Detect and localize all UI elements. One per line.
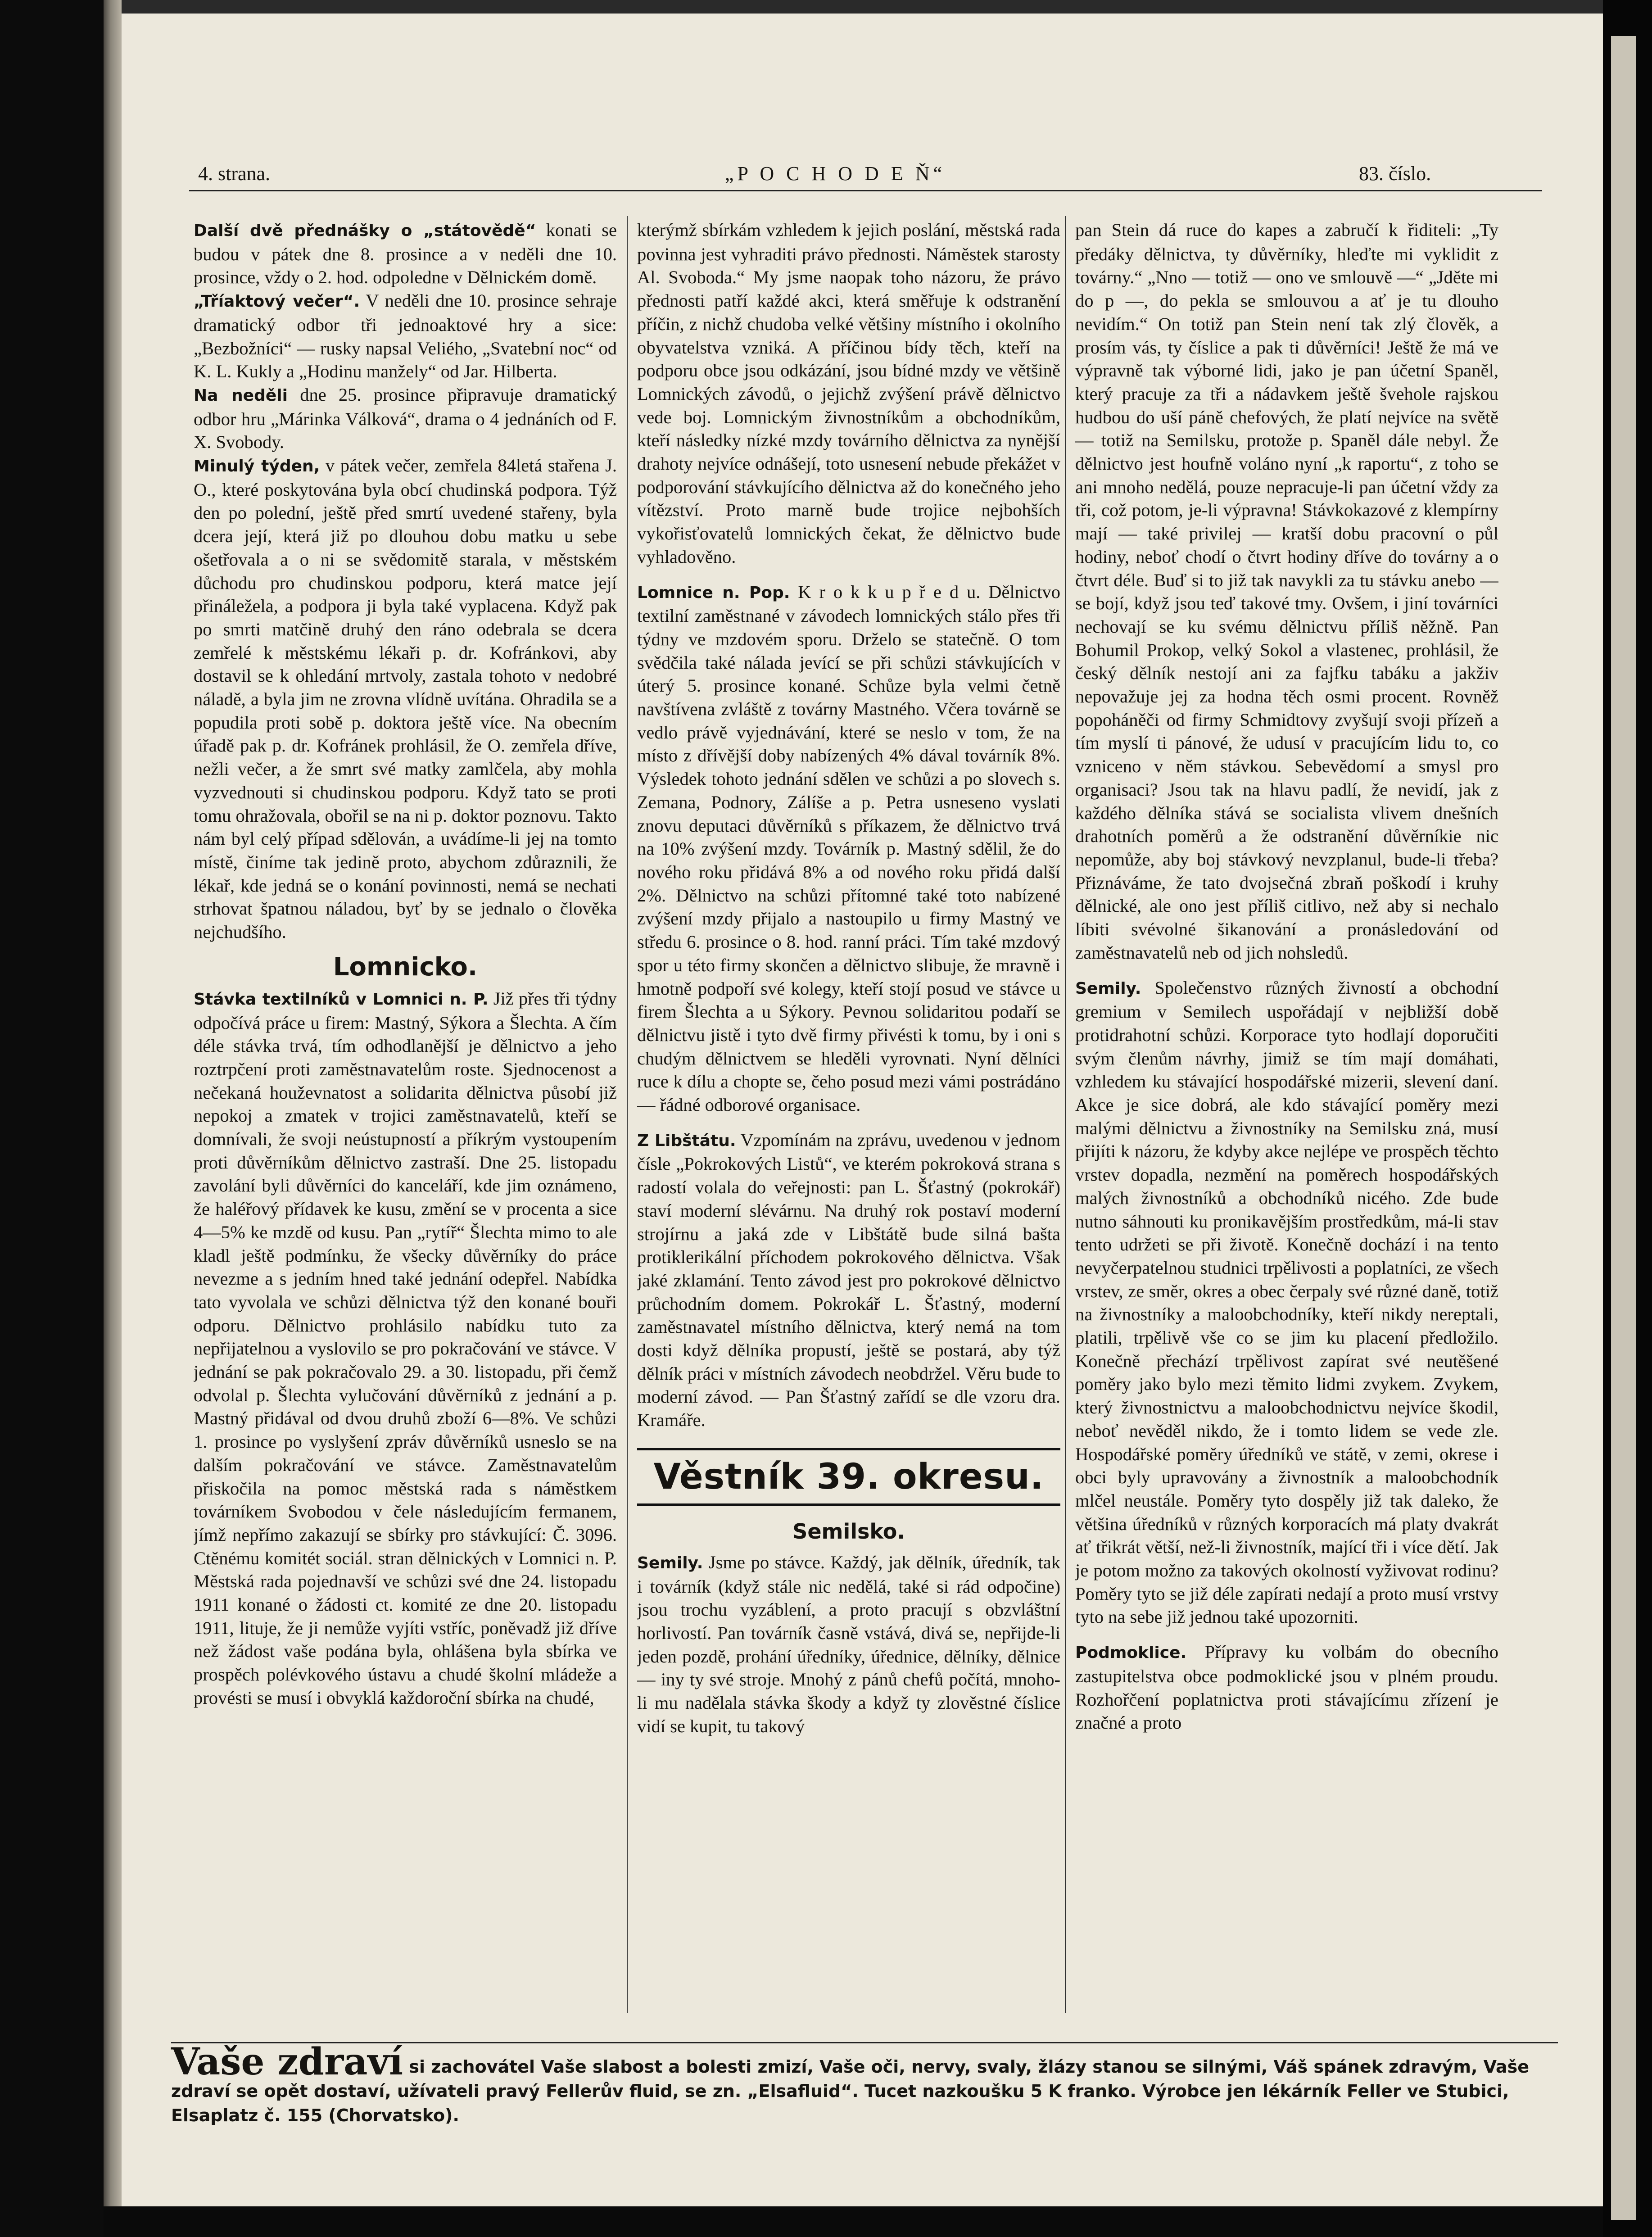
article-lead: „Tříaktový večer“.	[194, 292, 360, 311]
sub-heading-semilsko: Semilsko.	[792, 1519, 905, 1544]
advertisement-text: si zachovátel Vaše slabost a bolesti zmizí, Vaše oči, nervy, svaly, žlázy stanou se silnými, Váš spánek zdravým, Vaše zdraví se opět dostaví, užívateli pravý Fellerův fluid, se zn. „Elsafluid“. Tucet nazkoušku 5 K franko. Výrobce jen lékárník Feller ve Stubici, Elsaplatz č. 155 (Chorvatsko).	[171, 2057, 1529, 2125]
spacer	[1075, 1629, 1498, 1640]
article-paragraph	[1075, 976, 1498, 1629]
section-heading-lomnicko: Lomnicko.	[333, 952, 478, 982]
column-2	[637, 218, 1060, 2020]
header-rule	[189, 190, 1542, 191]
article-lead: Podmoklice.	[1075, 1644, 1187, 1662]
article-text: Přípravy ku volbám do obecního zastupitelstva obce podmoklické jsou v plném proudu. Rozhořčení poplatnictva proti stávajícímu zřízení je značné a proto	[1075, 1642, 1498, 1733]
column-divider	[1065, 216, 1066, 2013]
article-text: pan Stein dá ruce do kapes a zabručí k řiditeli: „Ty předáky dělnictva, ty důvěrníky, hleďte mi vyklidit z továrny.“ „Nno — totiž — ono ve smlouvě —“ „Jděte mi do p —, do pekla se smlouvou a ať je tu dlouho nevidím.“ On totiž pan Stein není tak zlý člověk, a prosím vás, ty číslice a pak ti důvěrníci! Ještě že má ve výpravně tak výborné lidi, jako je pan účetní Spaněl, který pracuje za tři a nádavkem ještě švehole rajskou hudbou do uší páně chefových, že platí nejvíce na světě — totiž na Semilsku, protože p. Spaněl dále nebyl. Že dělnictvo jest houfně voláno nyní „k raportu“, z toho se ani mnoho nedělá, pouze nepracuje-li pan účetní vždy za tři, což potom, je-li výpravna! Stávkokazové z klempírny mají — také privilej — kratší dobu pracovní o půl hodiny, neboť chodí o čtvrt hodiny dříve do továrny a o čtvrt déle. Buď si to již tak navykli za tu stávku anebo — se bojí, když jsou teď takové tmy. Ovšem, i jiní továrníci nechovají se ku svému dělnictvu příliš něžně. Pan Bohumil Prokop, velký Sokol a vlastenec, prohlásil, že český dělník nestojí ani za fajfku tabáku a jakživ nepovažuje jej za hodna těch osmi procent. Rovněž popoháněči od firmy Schmidtovy zvyšují svoji přízeň a tím myslí ti pánové, že udusí v pracujícím lidu to, co vzniceno v něm stávkou. Sebevědomí a smysl pro organisaci? Jsou tak na hlavu padlí, že nevidí, jak z každého dělníka stává se socialista vlivem dnešních drahotních poměrů a že odstranění důvěrníkie nic nepomůže, aby boj stávkový nevzplanul, bude-li třeba? Přiznáváme, že tato dvojsečná zbraň poškodí i kruhy dělnické, ale ono jest příliš citlivo, než aby si nechalo líbiti svévolné šikanování a pronásledování od zaměstnavatelů neb od jich nohsledů.	[1075, 220, 1498, 963]
bottom-scan-border	[104, 2206, 1603, 2237]
article-text: konati se budou v pátek dne 8. prosince a v neděli dne 10. prosince, vždy o 2. hod. odpoledne v Dělnickém domě.	[194, 220, 617, 288]
spacer	[637, 569, 1060, 580]
article-text: Vzpomínám na zprávu, uvedenou v jednom čísle „Pokrokových Listů“, ve kterém pokroková strana s radostí volala do veřejnosti: pan L. Šťastný (pokrokář) staví moderní slévárnu. Na druhý rok postaví moderní strojírnu a jaká zde v Libštátě bude silná bašta protiklerikální příchodem pokrokového dělnictva. Však jaké zklamání. Tento závod jest pro pokrokové dělnictvo průchodním domem. Pokrokář L. Šťastný, moderní zaměstnavatel místního dělnictva, který nemá na tom dosti když dělníka propustí, ještě se postará, aby týž dělník práci v místních závodech neobdržel. Věru bude to moderní závod. — Pan Šťastný zařídí se dle vzoru dra. Kramáře.	[637, 1129, 1060, 1431]
article-lead: Semily.	[1075, 979, 1141, 998]
advertisement	[171, 2042, 1558, 2128]
article-paragraph	[1075, 1640, 1498, 1734]
column-3	[1075, 218, 1498, 2020]
article-paragraph	[194, 218, 617, 289]
article-paragraph	[194, 383, 617, 454]
article-paragraph	[194, 987, 617, 1710]
article-text: Jsme po stávce. Každý, jak dělník, úředník, tak i továrník (když stále nic nedělá, také si rád odpočine) jsou trochu vyzáblení, a proto pracují s obzvláštní horlivostí. Pan továrník časně vstává, divá se, nepřijde-li jeden pozdě, prohání úředníky, úřednice, dělníky, dělnice — iny ty své stroje. Mnohý z pánů chefů počítá, mnoho-li mu nadělala stávka škody a když ty zlověstné číslice vidí se kupit, tu takový	[637, 1552, 1060, 1736]
column-1	[194, 218, 617, 2020]
article-paragraph	[637, 1551, 1060, 1738]
article-text: Společenstvo různých živností a obchodní gremium v Semilech uspořádají v nejbližší době protidrahotní schůzi. Korporace tyto hodlají doporučiti svým členům návrhy, jimiž se tím mají domáhati, vzhledem ku stávající hospodářské mizerii, slevení daní. Akce je sice dobrá, ale kdo stávající poměry mezi malými dělnictvu a živnostníky na Semilsku zná, musí přijíti k názoru, že kdyby akce nejlépe ve prospěch těchto vrstev dopadla, nezmění na poměrech hospodářských malých živnostníků a obchodníků nicého. Zde bude nutno sáhnouti ku pronikavějším prostředkům, má-li stav tento udržeti se při životě. Konečně dochází i na tento nevyčerpatelnou studnici trpělivosti a poplatníci, ze všech vrstev, ze směr, okres a obec čerpaly své různé daně, totiž na živnostníky a maloobchodníky, kteří nikdy nereptali, platili, trpělivě vše co se jim ku placení předložilo. Konečně přechází trpělivost zapírat své neutěšené poměry jako bylo mezi těmito lidmi zvykem. Zvykem, který živnostnictvu a maloobchodnictvu nejvíce škodil, neboť nevěděl nikdo, že i tomto lidem se vede zle. Hospodářské poměry úředníků ve státě, v zemi, okrese i obci byly upravovány a živnostník a maloobchodník mlčel neustále. Poměry tyto dospěly již tak daleko, že většina úředníků v různých korporacích má platy dvakrát ať třikrát větší, než-li živnostník, mající tři i více dětí. Jak je potom možno za takových okolností vyživovat rodinu? Poměry tyto se již déle zapírati nedají a proto musí vrstvy tyto na sebe již jednou také upozorniti.	[1075, 977, 1498, 1627]
article-text: Již přes tři týdny odpočívá práce u firem: Mastný, Sýkora a Šlechta. A čím déle stávka trvá, tím odhodlanější je dělnictvo a jeho roztrpčení proti zaměstnavatelům roste. Sjednocenost a nečekaná houževnatost a solidarita dělnictva působí již nepokoj a zmatek v trojici zaměstnavatelů, kteří se domnívali, že svoji neústupností a příkrým vystoupením proti důvěrníkům dělnictvo zastraší. Dne 25. listopadu zavolání byli důvěrníci do kanceláří, kde jim oznámeno, že haléřový přídavek ke kusu, změní se v procenta a sice 4—5% ke mzdě od kusu. Pan „rytíř“ Šlechta mimo to ale kladl ještě podmínku, že všecky důvěrníky do práce nevezme a s jedním hned také jednání odepřel. Nabídka tato vyvolala ve schůzi dělnictva týž den konané bouři odporu. Dělnictvo prohlásilo nabídku tuto za nepřijatelnou a vyslovilo se pro pokračování ve stávce. V jednání se pak pokračovalo 29. a 30. listopadu, při čemž odvolal p. Šlechta vylučování důvěrníků z jednání a p. Mastný přidával od dvou druhů zboží 6—8%. Ve schůzi 1. prosince po vyslyšení zpráv důvěrníků usneslo se na dalším pokračování ve stávce. Zaměstnavatelům přiskočila na pomoc městská rada s náměstkem továrníkem Svobodou v čele následujícím fermanem, jímž nepřímo zakazují se sbírky pro stávkující: Č. 3096. Ctěnému komitét sociál. stran dělnických v Lomnici n. P. Městská rada pojednavší ve schůzi své dne 24. listopadu 1911 konané o žádosti ct. komité ze dne 20. listopadu 1911, lituje, že ji nemůže vyjíti vstříc, poněvadž již dříve než žádost vaše podána byla, ohlášena byla sbírka ve prospěch polévkového ústavu a chudé školní mládeže a provésti se musí i obvyklá každoroční sbírka na chudé,	[194, 988, 617, 1708]
article-lead: Lomnice n. Pop.	[637, 583, 790, 602]
spacer	[637, 1117, 1060, 1128]
article-text: K r o k k u p ř e d u. Dělnictvo textilní zaměstnané v závodech lomnických stálo přes tři týdny ve mzdovém sporu. Drželo se statečně. O tom svědčila také nálada jevící se při schůzi stávkujících v úterý 5. prosince konané. Schůze byla velmi četně navštívena zvláště z továrny Mastného. Včera továrně se vedlo právě vyjednávání, které se neslo v tom, že na místo z dřívější doby nabízených 4% dával továrník 8%. Výsledek tohoto jednání sdělen ve schůzi a po slovech s. Zemana, Podnory, Zálíše a p. Petra usneseno vyslati znovu deputaci důvěrníků s příkazem, že dělnictvo trvá na 10% zvýšení mzdy. Továrník p. Mastný sdělil, že do nového roku přidává 8% a od nového roku přidá další 2%. Dělnictvo na schůzi přítomné také toto nabízené zvýšení mzdy přijalo a nastoupilo u firmy Mastný ve středu 6. prosince o 8. hod. ranní práci. Tím také mzdový spor u této firmy skončen a dělnictvo slibuje, že mravně i hmotně podpoří své kolegy, kteří stojí posud ve stávce u firem Šlechta a u Sýkory. Pevnou solidaritou podaří se dělnictvu jistě i tyto dvě firmy přivésti k tomu, by i oni s chudým dělnictvem se hleděli vyrovnati. Nyní dělníci ruce k dílu a chopte se, čeho posud mezi vámi postrádáno — řádné odborové organisace.	[637, 581, 1060, 1115]
article-lead: Minulý týden,	[194, 457, 320, 476]
article-lead: Z Libštátu.	[637, 1131, 736, 1150]
article-paragraph	[637, 1128, 1060, 1432]
journal-title: „P O C H O D E Ň“	[725, 163, 946, 185]
newspaper-page	[122, 14, 1603, 2206]
article-paragraph	[1075, 218, 1498, 965]
advertisement-headline: Vaše zdraví	[171, 2040, 403, 2083]
left-scan-border	[0, 0, 104, 2237]
article-paragraph	[637, 580, 1060, 1117]
page-number: 4. strana.	[198, 163, 271, 185]
column-divider	[627, 216, 628, 2013]
binding-edge	[104, 0, 122, 2237]
article-text: kterýmž sbírkám vzhledem k jejich poslání, městská rada povinna jest vyhraditi právo přednosti. Náměstek starosty Al. Svoboda.“ My jsme naopak toho názoru, že právo přednosti patří každé akci, která směřuje k odstranění příčin, z nichž chudoba velké většiny místního i okolního obyvatelstva vzniká. A příčinou bídy těch, kteří na podporu obce jsou odkázání, jsou bídné mzdy ve většině Lomnických závodů, o jejichž zvýšení právě dělnictvo vede boj. Lomnickým živnostníkům a obchodníkům, kteří následky nízké mzdy továrního dělnictva za nynější drahoty nejvíce odnášejí, toto usnesení nebude překážet v podporování stávkujícího dělnictva až do konečného jeho vítězství. Proto marně bude trojice nejbohších vykořisťovatelů lomnických čekat, že dělnictvo bude vyhladověno.	[637, 220, 1060, 567]
article-lead: Na neděli	[194, 386, 288, 405]
article-text: v pátek večer, zemřela 84letá stařena J. O., které poskytována byla obcí chudinská podpora. Týž den po polední, ještě před smrtí uvedené stařeny, byla dcera její, která již po dlouhou dobu matku u sebe ošetřovala a o ni se svědomitě starala, v městském důchodu pro chudinskou podporu, která matce její přináležela, a podpora ji byla také vyplacena. Když pak po smrti matčině druhý den ráno odebrala se dcera zemřelé k městskému lékaři p. dr. Kofránkovi, aby dostavil se k ohledání mrtvoly, zastala tohoto v nedobré náladě, a byla jim ne zrovna vlídně uvítána. Ohradila se a popudila proti sobě p. doktora ještě více. Na obecním úřadě pak p. dr. Kofránek prohlásil, že O. zemřela dříve, nežli večer, a že smrt své matky zamlčela, aby mohla vyzvednouti si chudinskou podporu. Když tato se proti tomu ohražovala, obořil se na ni p. doktor poznovu. Takto nám byl celý případ sdělován, a uvádíme-li jej na tomto místě, činíme tak jedině proto, abychom zdůraznili, že lékař, kde jedná se o konání povinnosti, nemá se nechati strhovat špatnou náladou, byť by se jednalo o člověka nejchudšího.	[194, 455, 617, 942]
spacer	[1075, 965, 1498, 976]
article-lead: Další dvě přednášky o „státovědě“	[194, 222, 536, 240]
article-paragraph	[194, 289, 617, 383]
article-paragraph	[637, 218, 1060, 569]
issue-number: 83. číslo.	[1359, 163, 1431, 185]
article-text: dne 25. prosince připravuje dramatický odbor hru „Márinka Válková“, drama o 4 jednáních od F. X. Svobody.	[194, 384, 617, 453]
article-paragraph	[194, 454, 617, 944]
article-text: V neděli dne 10. prosince sehraje dramatický odbor tři jednoaktové hry a sice: „Bezbožníci“ — rusky napsal Veliého, „Svatební noc“ od K. L. Kukly a „Hodinu manžely“ od Jar. Hilberta.	[194, 290, 617, 382]
district-heading: Věstník 39. okresu.	[637, 1448, 1060, 1506]
article-lead: Stávka textilníků v Lomnici n. P.	[194, 990, 489, 1009]
article-lead: Semily.	[637, 1553, 703, 1572]
adjacent-page-edge	[1611, 36, 1636, 2220]
